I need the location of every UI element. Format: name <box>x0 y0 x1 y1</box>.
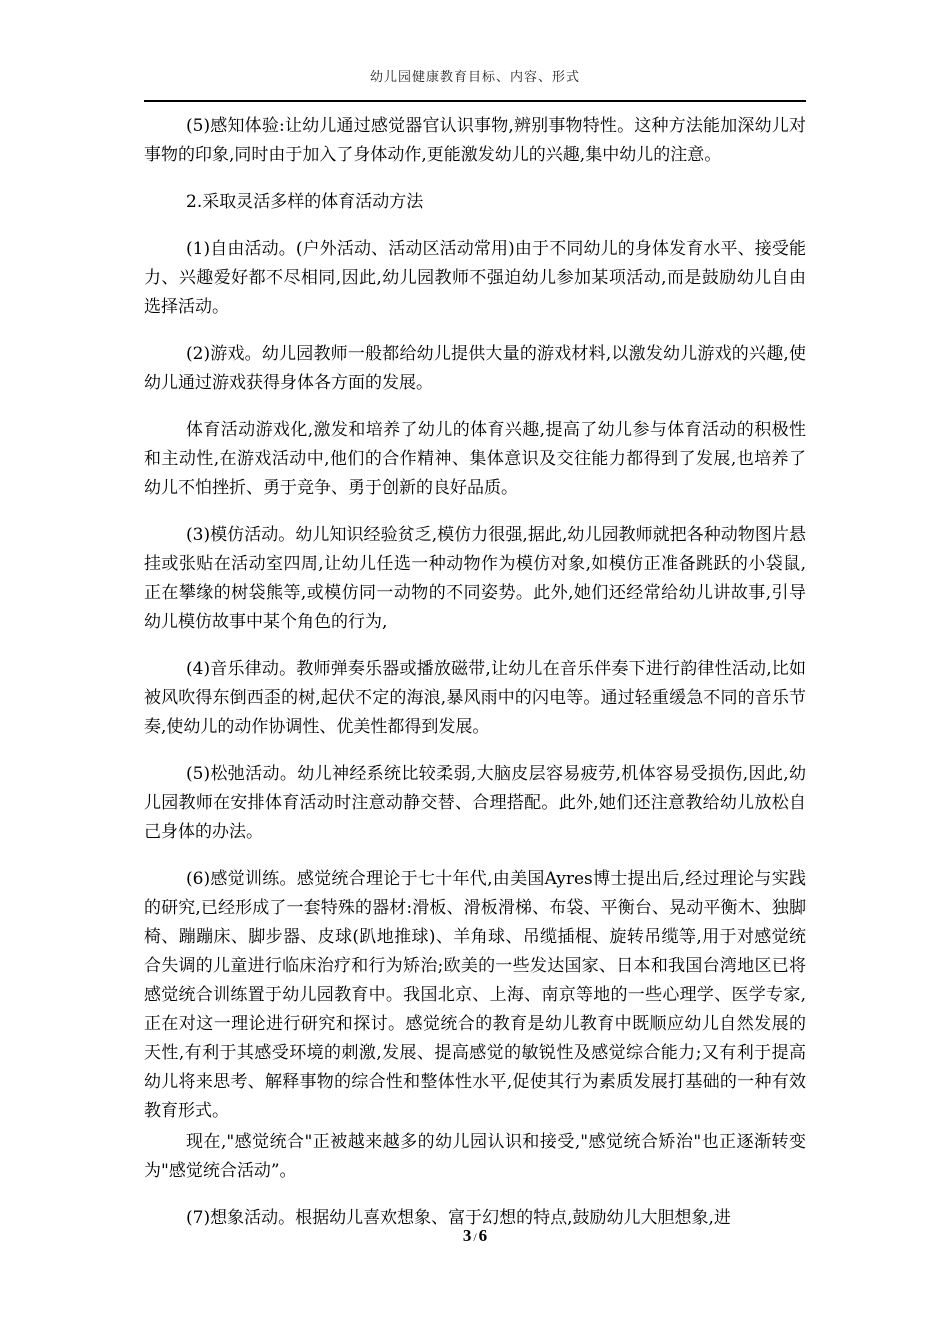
total-pages-number: 6 <box>478 1226 488 1245</box>
document-body <box>144 112 806 1233</box>
paragraph-imitation: (3)模仿活动。幼儿知识经验贫乏,模仿力很强,据此,幼儿园教师就把各种动物图片悬挂或张贴在活动室四周,让幼儿任选一种动物作为模仿对象,如模仿正准备跳跃的小袋鼠,正在攀缘的树袋熊等,或模仿同一动物的不同姿势。此外,她们还经常给幼儿讲故事,引导幼儿模仿故事中某个角色的行为, <box>144 525 806 632</box>
paragraph-free-activity: (1)自由活动。(户外活动、活动区活动常用)由于不同幼儿的身体发育水平、接受能力、兴趣爱好都不尽相同,因此,幼儿园教师不强迫幼儿参加某项活动,而是鼓励幼儿自由选择活动。 <box>144 239 806 317</box>
paragraph-imagination: (7)想象活动。根据幼儿喜欢想象、富于幻想的特点,鼓励幼儿大胆想象,进 <box>186 1208 731 1228</box>
paragraph-sensory-experience: (5)感知体验:让幼儿通过感觉器官认识事物,辨别事物特性。这种方法能加深幼儿对事物的印象,同时由于加入了身体动作,更能激发幼儿的兴趣,集中幼儿的注意。 <box>144 116 806 165</box>
page-separator: / <box>473 1230 477 1244</box>
paragraph-sensory-training: (6)感觉训练。感觉统合理论于七十年代,由美国Ayres博士提出后,经过理论与实践的研究,已经形成了一套特殊的器材:滑板、滑板滑梯、布袋、平衡台、晃动平衡木、独脚椅、蹦蹦床、脚步器、皮球(趴地推球)、羊角球、吊缆插棍、旋转吊缆等,用于对感觉统合失调的儿童进行临床治疗和行为矫治;欧美的一些发达国家、日本和我国台湾地区已将感觉统合训练置于幼儿园教育中。我国北京、上海、南京等地的一些心理学、医学专家,正在对这一理论进行研究和探讨。感觉统合的教育是幼儿教育中既顺应幼儿自然发展的天性,有利于其感受环境的刺激,发展、提高感觉的敏锐性及感觉综合能力;又有利于提高幼儿将来思考、解释事物的综合性和整体性水平,促使其行为素质发展打基础的一种有效教育形式。 <box>144 869 806 1121</box>
page-number <box>0 1226 950 1246</box>
paragraph-games: (2)游戏。幼儿园教师一般都给幼儿提供大量的游戏材料,以激发幼儿游戏的兴趣,使幼儿通过游戏获得身体各方面的发展。 <box>144 344 806 393</box>
paragraph-gamification: 体育活动游戏化,激发和培养了幼儿的体育兴趣,提高了幼儿参与体育活动的积极性和主动性,在游戏活动中,他们的合作精神、集体意识及交往能力都得到了发展,也培养了幼儿不怕挫折、勇于竞争、勇于创新的良好品质。 <box>144 420 806 498</box>
header-divider <box>144 100 806 102</box>
current-page-number: 3 <box>462 1226 472 1245</box>
paragraph-music-rhythm: (4)音乐律动。教师弹奏乐器或播放磁带,让幼儿在音乐伴奏下进行韵律性活动,比如被风吹得东倒西歪的树,起伏不定的海浪,暴风雨中的闪电等。通过轻重缓急不同的音乐节奏,使幼儿的动作协调性、优美性都得到发展。 <box>144 659 806 737</box>
page-header-title: 幼儿园健康教育目标、内容、形式 <box>369 70 580 85</box>
paragraph-sensory-integration-now: 现在,"感觉统合"正被越来越多的幼儿园认识和接受,"感觉统合矫治"也正逐渐转变为"感觉统合活动”。 <box>144 1132 806 1181</box>
section-heading-pe-methods: 2.采取灵活多样的体育活动方法 <box>186 192 424 212</box>
paragraph-relaxation: (5)松弛活动。幼儿神经系统比较柔弱,大脑皮层容易疲劳,机体容易受损伤,因此,幼儿园教师在安排体育活动时注意动静交替、合理搭配。此外,她们还注意教给幼儿放松自己身体的办法。 <box>144 764 806 842</box>
